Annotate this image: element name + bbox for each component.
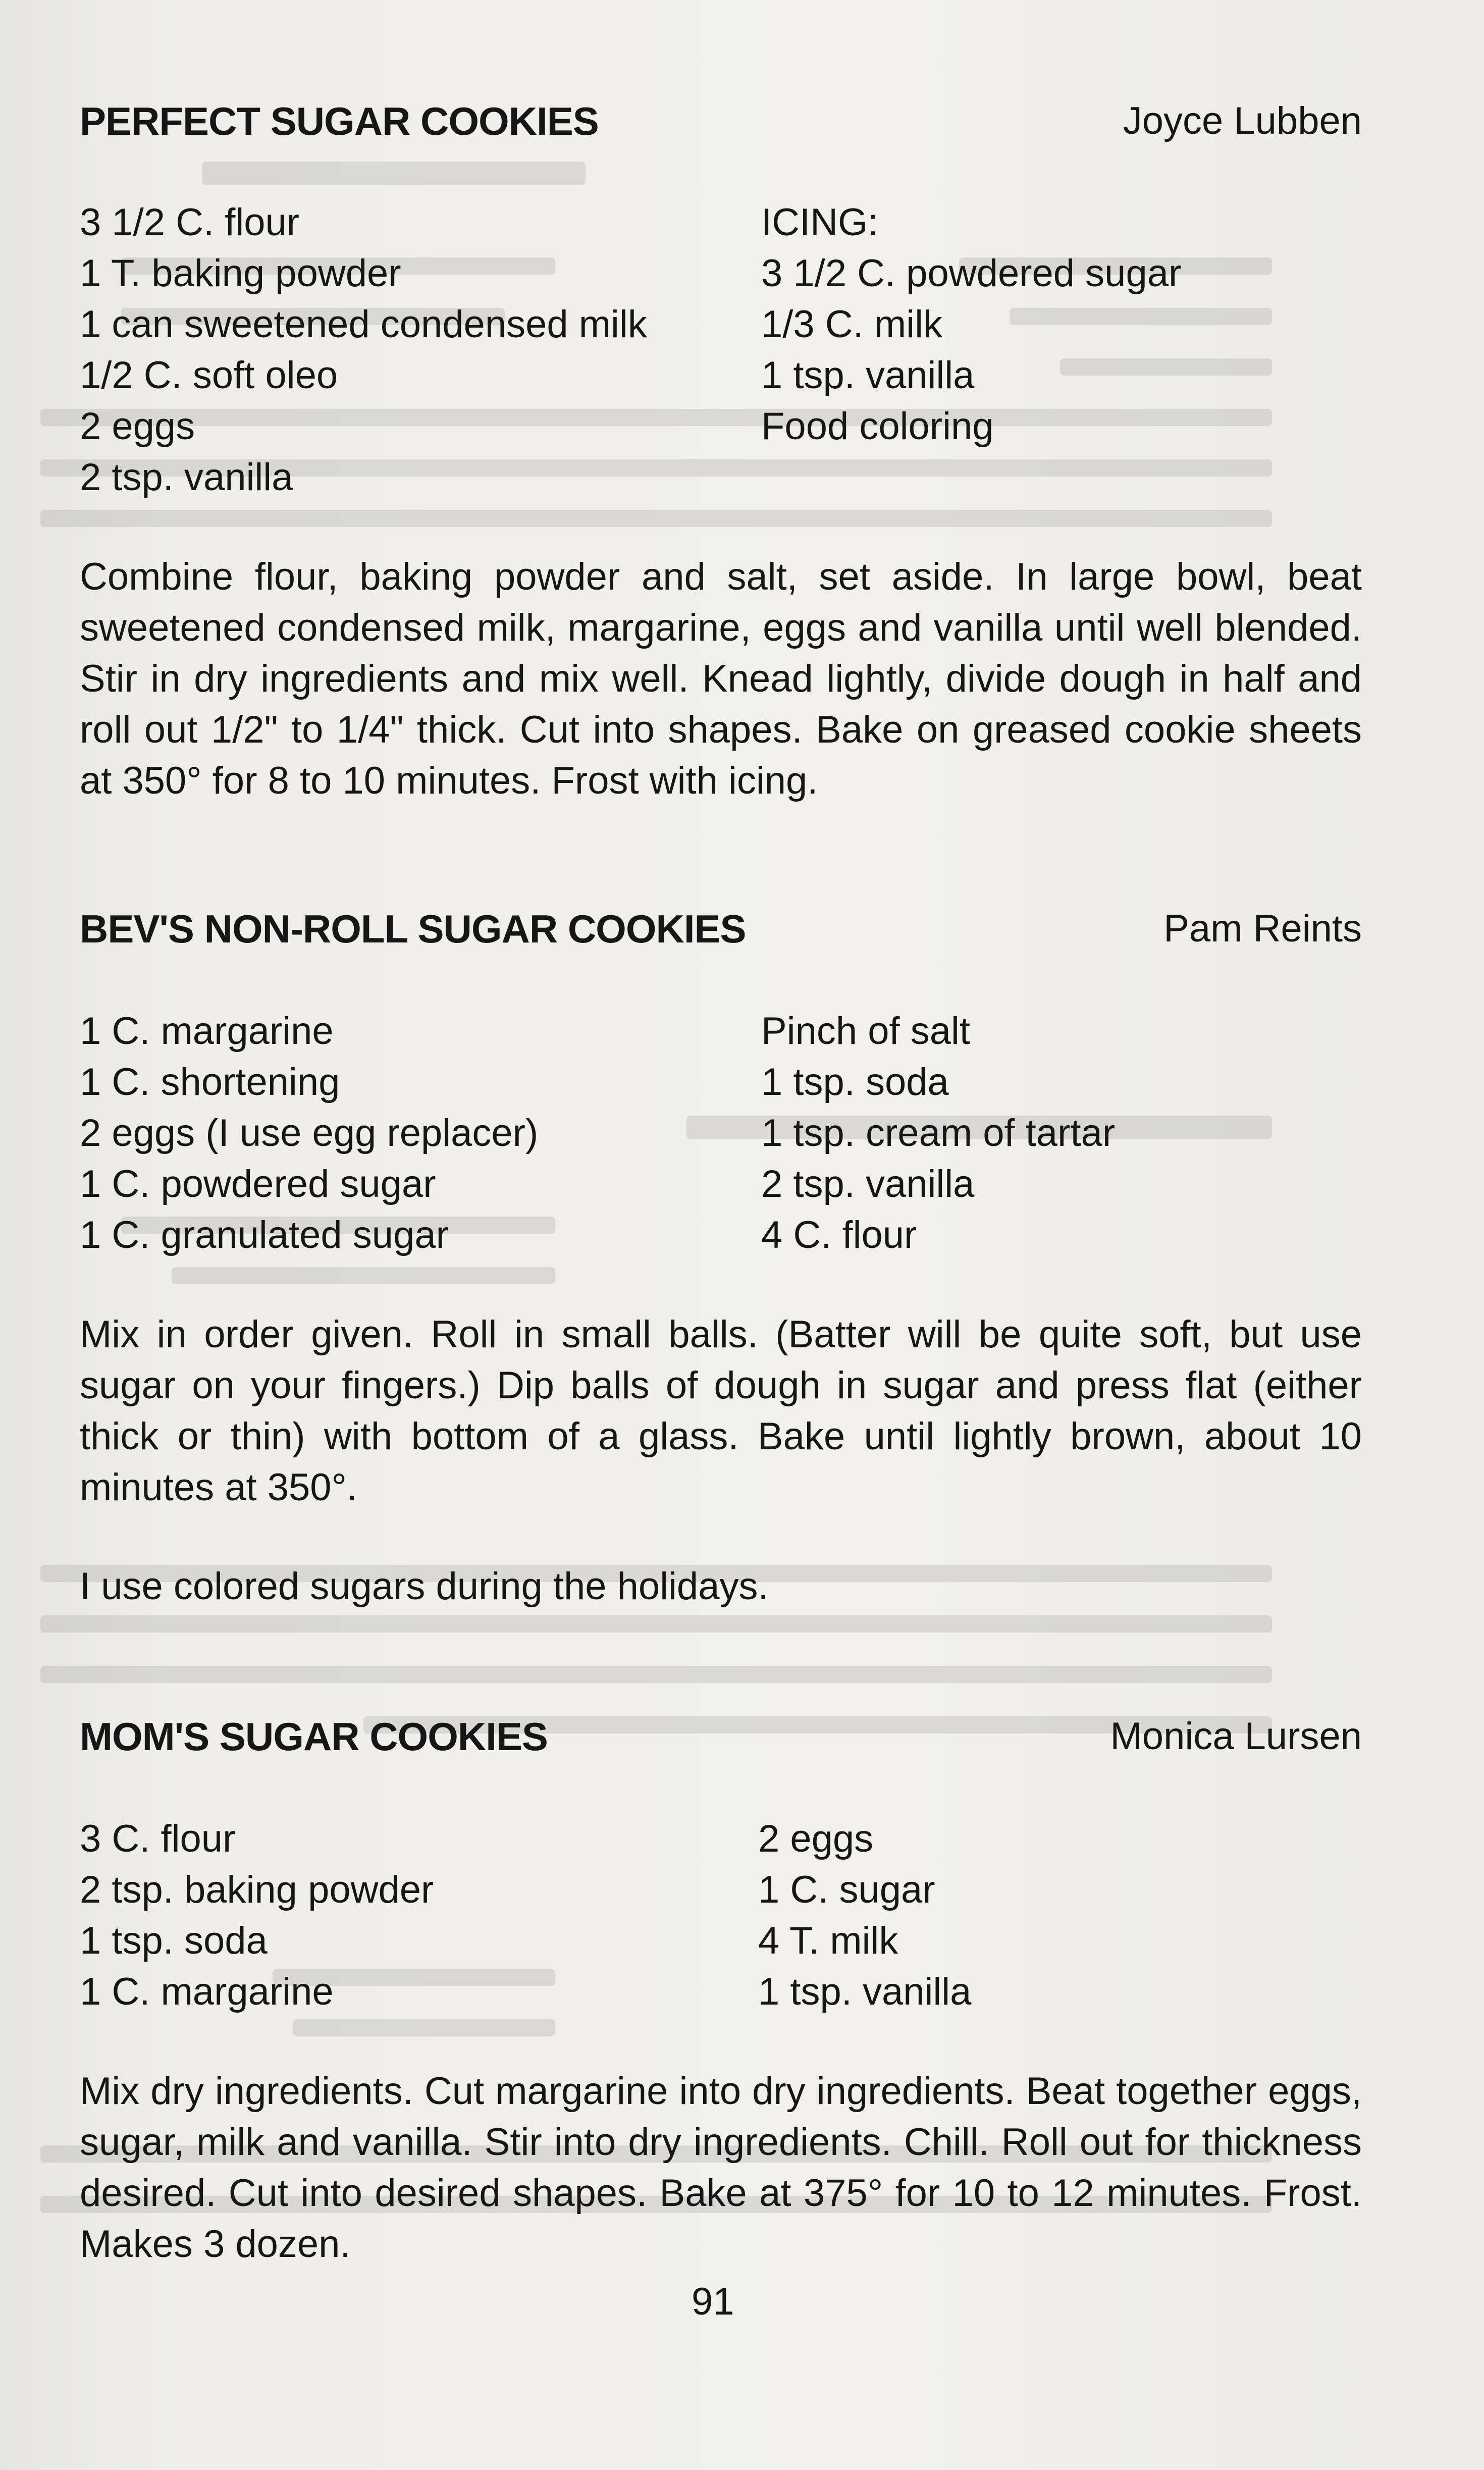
ingredient-item: 1 can sweetened condensed milk [80, 303, 647, 346]
ingredient-item: Pinch of salt [761, 1010, 970, 1053]
ingredient-item: 3 1/2 C. powdered sugar [761, 252, 1182, 295]
ingredient-item: 1 C. granulated sugar [80, 1214, 449, 1256]
recipe-note: I use colored sugars during the holidays. [80, 1565, 769, 1608]
recipe-title: BEV'S NON-ROLL SUGAR COOKIES [80, 907, 746, 951]
recipe-header [80, 1711, 1362, 1762]
ingredients-left-column [80, 197, 647, 503]
ingredients-right-column [761, 197, 1181, 452]
ingredient-item: 1 tsp. vanilla [758, 1970, 972, 2013]
recipe-directions: Combine flour, baking powder and salt, set aside. In large bowl, beat sweetened condensed milk, margarine, eggs and vanilla until well blended. Stir in dry ingredients and mix well. Knead lightly, divide dough in half and roll out 1/2" to 1/4" thick. Cut into shapes. Bake on greased cookie sheets at 350° for 8 to 10 minutes. Frost with icing. [80, 555, 1362, 802]
ingredient-item: 3 C. flour [80, 1817, 236, 1860]
ingredient-item: Food coloring [761, 405, 994, 448]
ingredient-item: 1 tsp. soda [80, 1919, 268, 1962]
ingredients-right-column [758, 1813, 971, 2017]
ingredient-item: 2 eggs [80, 405, 195, 448]
ingredient-item: 2 eggs [758, 1817, 874, 1860]
ingredient-item: 1 C. sugar [758, 1868, 935, 1911]
ingredient-item: 1 C. margarine [80, 1010, 334, 1053]
ingredients-left-column [80, 1006, 538, 1260]
recipe-directions: Mix in order given. Roll in small balls. (Batter will be quite soft, but use sugar on your fingers.) Dip balls of dough in sugar and press flat (either thick or thin) with bottom of a glass. Bake until lightly brown, about 10 minutes at 350°. [80, 1313, 1362, 1509]
ingredient-item: 1/3 C. milk [761, 303, 942, 346]
ingredient-item: 3 1/2 C. flour [80, 201, 300, 244]
ingredient-item: 4 C. flour [761, 1214, 917, 1256]
ingredient-item: 1 C. margarine [80, 1970, 334, 2013]
ingredient-item: 2 eggs (I use egg replacer) [80, 1112, 539, 1154]
icing-heading: ICING: [761, 201, 879, 244]
ingredient-item: 1 tsp. cream of tartar [761, 1112, 1116, 1154]
ingredient-item: 4 T. milk [758, 1919, 898, 1962]
page-number: 91 [692, 2280, 734, 2323]
recipe-header [80, 904, 1362, 954]
ingredient-item: 2 tsp. vanilla [80, 456, 293, 499]
ingredients-right-column [761, 1006, 1115, 1260]
recipe-author: Joyce Lubben [1123, 99, 1362, 142]
ingredient-item: 1 T. baking powder [80, 252, 401, 295]
recipe-directions: Mix dry ingredients. Cut margarine into dry ingredients. Beat together eggs, sugar, milk and vanilla. Stir into dry ingredients. Chill. Roll out for thickness desired. Cut into desired shapes. Bake at 375° for 10 to 12 minutes. Frost. Makes 3 dozen. [80, 2070, 1362, 2266]
recipe-header [80, 96, 1362, 146]
recipe-title: MOM'S SUGAR COOKIES [80, 1714, 548, 1759]
ingredient-item: 1 C. shortening [80, 1061, 340, 1103]
ingredient-item: 2 tsp. baking powder [80, 1868, 434, 1911]
recipe-author: Monica Lursen [1110, 1715, 1362, 1758]
ingredients-left-column [80, 1813, 434, 2017]
recipe-title: PERFECT SUGAR COOKIES [80, 99, 599, 143]
ingredient-item: 2 tsp. vanilla [761, 1163, 975, 1205]
ingredient-item: 1 tsp. vanilla [761, 354, 975, 397]
ingredient-item: 1 C. powdered sugar [80, 1163, 436, 1205]
recipe-author: Pam Reints [1163, 907, 1362, 950]
ingredient-item: 1 tsp. soda [761, 1061, 949, 1103]
ingredient-item: 1/2 C. soft oleo [80, 354, 338, 397]
